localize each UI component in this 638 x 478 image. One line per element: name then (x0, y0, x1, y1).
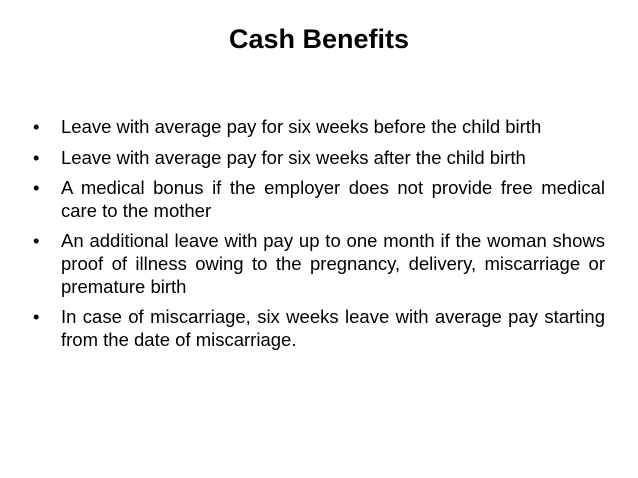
bullet-icon: • (33, 230, 40, 252)
bullet-text: An additional leave with pay up to one month if the woman shows proof of illness owing to the pregnancy, delivery, miscarriage or premature birth (61, 230, 605, 297)
bullet-icon: • (33, 177, 40, 199)
bullet-text: In case of miscarriage, six weeks leave with average pay starting from the date of miscarriage. (61, 306, 605, 350)
bullet-text: Leave with average pay for six weeks before the child birth (61, 116, 542, 137)
bullet-item (33, 116, 605, 139)
slide-title: Cash Benefits (228, 24, 410, 54)
bullet-text: Leave with average pay for six weeks after the child birth (61, 146, 526, 168)
bullet-icon: • (33, 306, 40, 328)
bullet-icon: • (33, 146, 40, 168)
bullet-item (33, 177, 605, 222)
bullet-list (33, 116, 605, 359)
bullet-text: A medical bonus if the employer does not provide free medical care to the mother (61, 177, 605, 221)
bullet-item (33, 230, 605, 298)
bullet-icon: • (33, 116, 40, 137)
bullet-item (33, 147, 605, 170)
bullet-item (33, 306, 605, 351)
